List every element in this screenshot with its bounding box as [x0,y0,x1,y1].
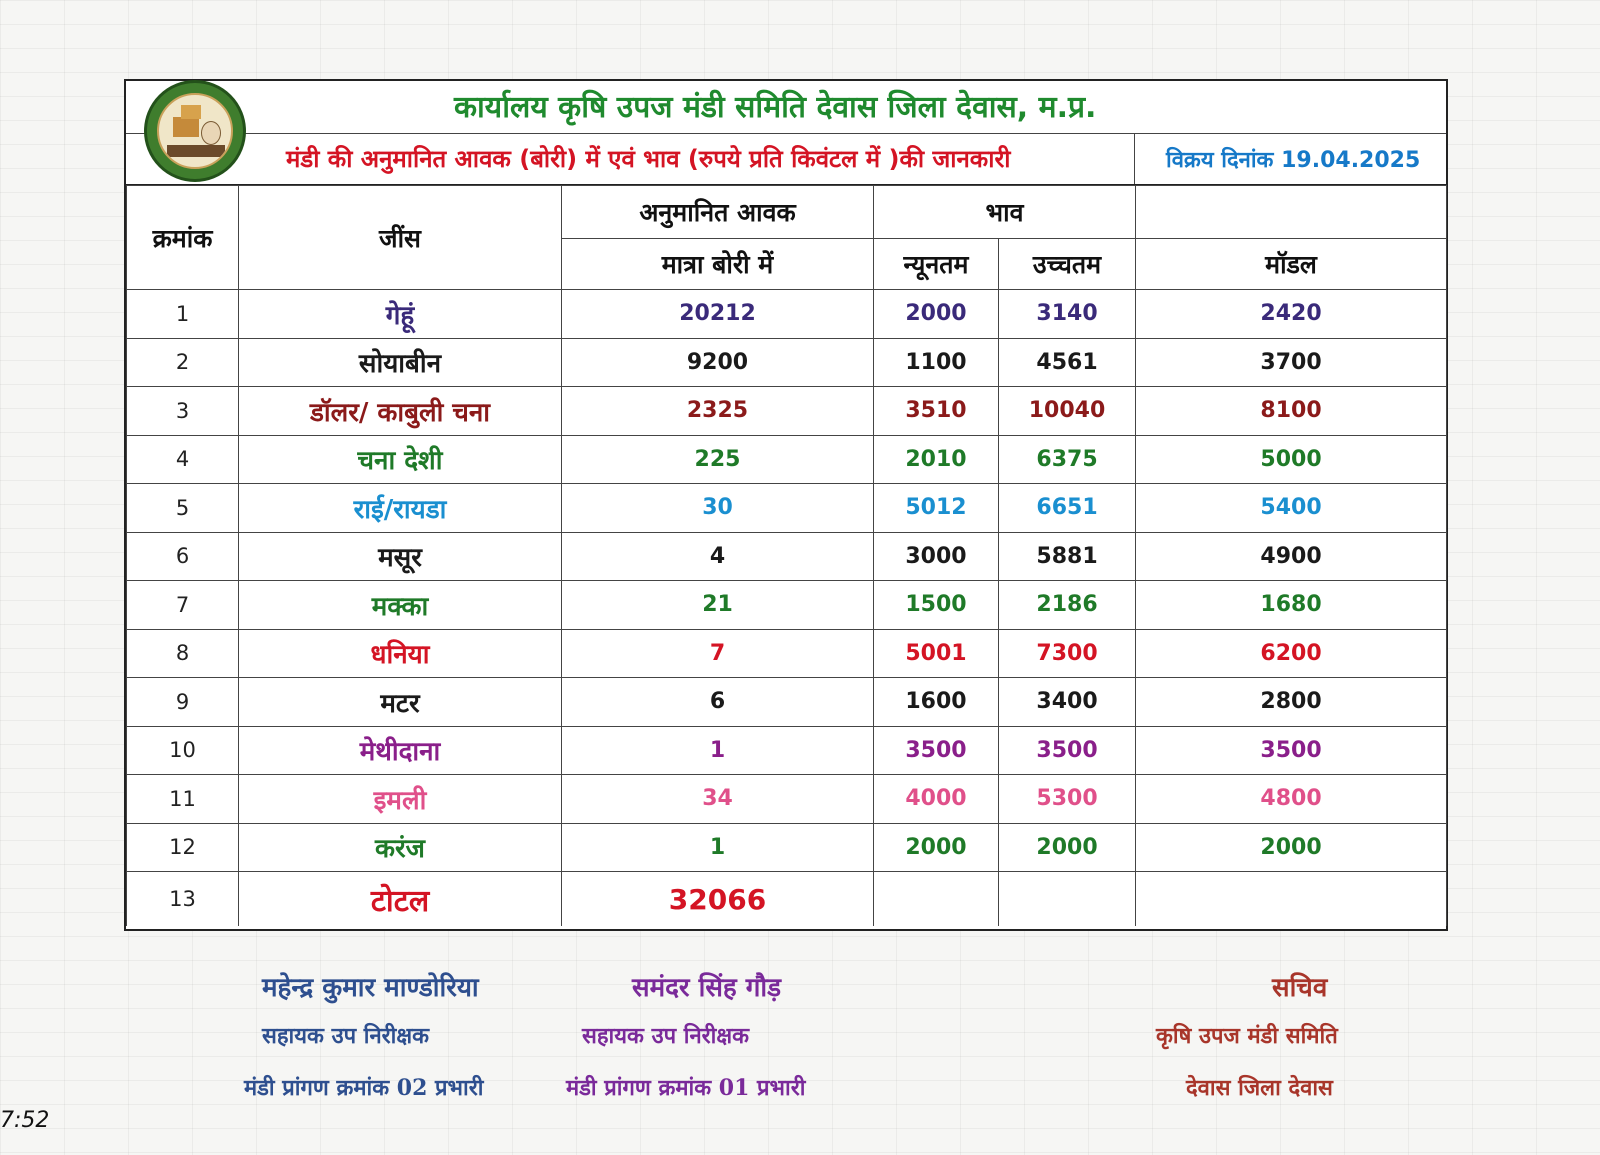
cell-model: 6200 [1136,629,1447,678]
cell-arrival: 21 [562,581,874,630]
cell-min: 3500 [874,726,999,775]
cell-serial: 9 [127,678,239,727]
cell-max: 5300 [999,775,1136,824]
table-row [127,678,1447,727]
cell-min: 2000 [874,290,999,339]
logo-sack-shape [181,105,201,119]
cell-min: 1500 [874,581,999,630]
logo-base-shape [167,145,225,157]
cell-serial: 5 [127,484,239,533]
signatory-charge: मंडी प्रांगण क्रमांक 01 प्रभारी [566,1075,806,1101]
office-title: कार्यालय कृषि उपज मंडी समिति देवास जिला देवास, म.प्र. [454,90,1097,125]
cell-min: 4000 [874,775,999,824]
logo-portrait-shape [201,121,221,145]
table-row [127,629,1447,678]
cell-serial: 1 [127,290,239,339]
cell-min: 2010 [874,435,999,484]
cell-crop: मटर [239,678,562,727]
cell-max: 7300 [999,629,1136,678]
cell-serial: 7 [127,581,239,630]
cell-crop: गेहूं [239,290,562,339]
cell-model: 3700 [1136,338,1447,387]
cell-arrival: 6 [562,678,874,727]
cell-crop: मेथीदाना [239,726,562,775]
signatory-designation: सहायक उप निरीक्षक [262,1023,430,1049]
header-divider [1134,134,1135,184]
cell-arrival: 20212 [562,290,874,339]
cell-crop: मक्का [239,581,562,630]
cell-total-label: टोटल [239,872,562,927]
signatory-name: महेन्द्र कुमार माण्डोरिया [262,973,479,1003]
mandi-logo-icon [144,80,246,182]
cell-min: 2000 [874,823,999,872]
cell-serial: 12 [127,823,239,872]
col-header-serial: क्रमांक [127,186,239,290]
cell-max: 6651 [999,484,1136,533]
signature-block [0,968,1600,1118]
cell-crop: इमली [239,775,562,824]
table-row [127,387,1447,436]
cell-serial: 10 [127,726,239,775]
market-report-sheet [124,79,1448,931]
cell-serial: 2 [127,338,239,387]
table-row [127,726,1447,775]
cell-min: 3000 [874,532,999,581]
total-row [127,872,1447,927]
col-header-arrival: अनुमानित आवक [562,186,874,239]
table-row [127,775,1447,824]
col-header-min: न्यूनतम [874,239,999,290]
corner-time-text: 7:52 [0,1108,50,1133]
table-row [127,435,1447,484]
cell-arrival: 1 [562,823,874,872]
cell-max: 6375 [999,435,1136,484]
cell-model: 4900 [1136,532,1447,581]
cell-serial: 6 [127,532,239,581]
cell-model: 5000 [1136,435,1447,484]
col-header-model: मॉडल [1136,239,1447,290]
cell-model: 2420 [1136,290,1447,339]
cell-model: 4800 [1136,775,1447,824]
cell-arrival: 225 [562,435,874,484]
signatory-designation: सहायक उप निरीक्षक [582,1023,750,1049]
cell-arrival: 30 [562,484,874,533]
col-header-max: उच्चतम [999,239,1136,290]
cell-arrival: 7 [562,629,874,678]
cell-max: 3500 [999,726,1136,775]
cell-crop: राई/रायडा [239,484,562,533]
table-row [127,532,1447,581]
table-row [127,290,1447,339]
cell-max: 10040 [999,387,1136,436]
cell-serial: 3 [127,387,239,436]
table-row [127,484,1447,533]
logo-sack-shape [173,117,199,137]
table-row [127,338,1447,387]
cell-empty [999,872,1136,927]
cell-serial: 8 [127,629,239,678]
cell-model: 3500 [1136,726,1447,775]
col-header-blank [1136,186,1447,239]
cell-arrival: 1 [562,726,874,775]
sale-date-value: 19.04.2025 [1281,148,1421,173]
cell-model: 2000 [1136,823,1447,872]
cell-min: 3510 [874,387,999,436]
cell-max: 3140 [999,290,1136,339]
cell-min: 1100 [874,338,999,387]
cell-max: 2000 [999,823,1136,872]
table-row [127,823,1447,872]
cell-arrival: 4 [562,532,874,581]
table-header-row [127,186,1447,239]
cell-max: 3400 [999,678,1136,727]
report-subtitle: मंडी की अनुमानित आवक (बोरी) में एवं भाव (रुपये प्रति किवंटल में )की जानकारी [286,145,1011,173]
cell-model: 5400 [1136,484,1447,533]
col-header-arrival-sub: मात्रा बोरी में [562,239,874,290]
cell-min: 1600 [874,678,999,727]
signatory-designation: कृषि उपज मंडी समिति [1156,1023,1338,1049]
table-body [127,290,1447,927]
logo-inner-ring [157,93,233,169]
cell-min: 5001 [874,629,999,678]
col-header-price: भाव [874,186,1136,239]
cell-crop: करंज [239,823,562,872]
cell-empty [874,872,999,927]
header-subtitle-row [126,134,1446,186]
cell-empty [1136,872,1447,927]
cell-arrival: 34 [562,775,874,824]
cell-max: 5881 [999,532,1136,581]
cell-max: 4561 [999,338,1136,387]
cell-model: 1680 [1136,581,1447,630]
sale-date [1166,144,1420,174]
sale-date-label: विक्रय दिनांक [1166,148,1274,173]
cell-serial: 11 [127,775,239,824]
signatory-charge: मंडी प्रांगण क्रमांक 02 प्रभारी [244,1075,484,1101]
price-table [126,185,1447,926]
col-header-crop: जींस [239,186,562,290]
table-row [127,581,1447,630]
cell-crop: डॉलर/ काबुली चना [239,387,562,436]
cell-max: 2186 [999,581,1136,630]
cell-model: 8100 [1136,387,1447,436]
cell-total-arrival: 32066 [562,872,874,927]
cell-min: 5012 [874,484,999,533]
cell-model: 2800 [1136,678,1447,727]
cell-arrival: 2325 [562,387,874,436]
signatory-name: समंदर सिंह गौड़ [632,973,782,1003]
header-title-row [126,81,1446,134]
cell-crop: चना देशी [239,435,562,484]
cell-crop: सोयाबीन [239,338,562,387]
cell-serial: 4 [127,435,239,484]
cell-arrival: 9200 [562,338,874,387]
cell-crop: मसूर [239,532,562,581]
signatory-name: सचिव [1272,973,1328,1003]
cell-serial: 13 [127,872,239,927]
cell-crop: धनिया [239,629,562,678]
signatory-charge: देवास जिला देवास [1186,1075,1333,1101]
